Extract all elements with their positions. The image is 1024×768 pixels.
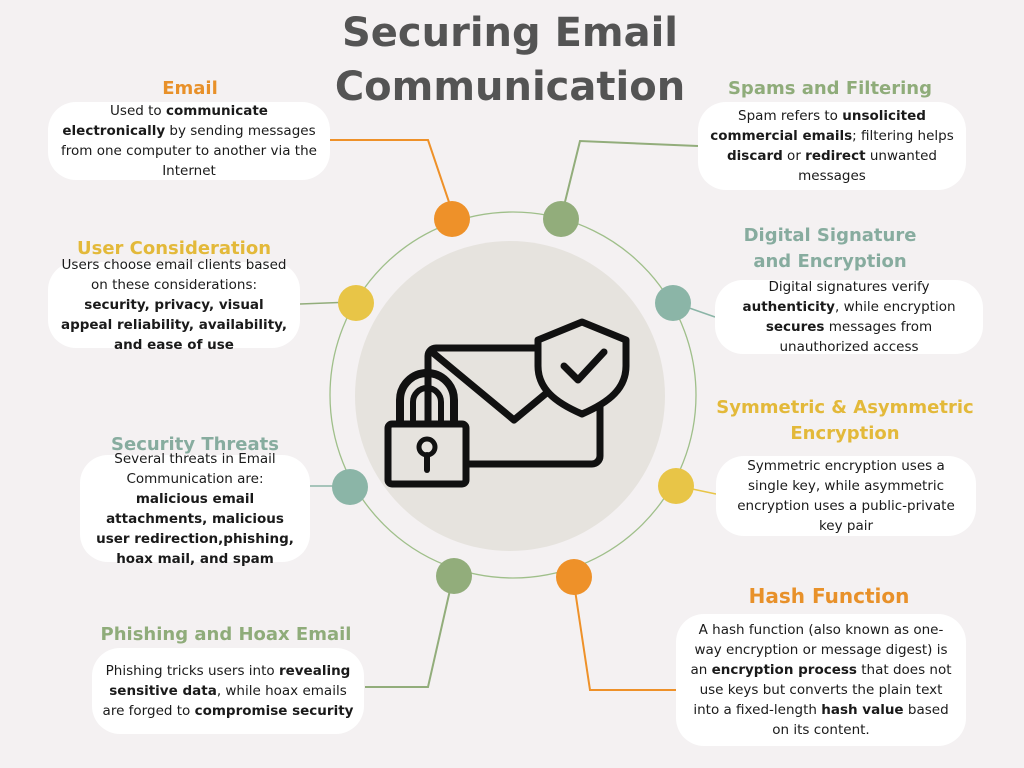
heading-symmetric-line-1: Symmetric & Asymmetric (716, 397, 974, 418)
connector-email (330, 140, 450, 205)
heading-digital-signature (740, 223, 920, 275)
dot-signature (655, 285, 691, 321)
card-text-segment: ; filtering helps (852, 128, 954, 144)
card-security-threats (80, 450, 310, 567)
card-text-segment: Spam refers to (738, 108, 843, 124)
card-text-bold: security, privacy, visual appeal reliability, availability, and ease of use (60, 297, 288, 353)
connector-hash (575, 590, 676, 690)
card-text (90, 449, 300, 569)
heading-spams-filtering: Spams and Filtering (727, 78, 933, 99)
heading-security-threats: Security Threats (111, 434, 279, 455)
card-text-segment: by sending messages from one computer to another via the Internet (61, 123, 317, 179)
card-text (58, 101, 320, 181)
card-text-segment: Several threats in Email Communication are: (114, 450, 276, 487)
card-text-bold: hash value (821, 702, 904, 718)
card-text-bold: compromise security (194, 703, 354, 719)
card-text-bold: encryption process (711, 662, 857, 678)
card-text-bold: revealing sensitive data (109, 663, 351, 699)
card-text-segment: A hash function (also known as one-way encryption or message digest) is an (690, 622, 948, 678)
connector-phishing (365, 590, 450, 687)
card-hash-function (676, 614, 966, 746)
card-text (102, 661, 354, 721)
dot-hash (556, 559, 592, 595)
card-text-bold: malicious email attachments, malicious user redirection,phishing, hoax mail, and spam (96, 490, 294, 567)
page-title (280, 6, 740, 114)
card-text-bold: communicate electronically (62, 103, 268, 139)
card-text-segment: messages from unauthorized access (779, 319, 933, 355)
connector-spam (563, 141, 698, 210)
card-text-segment: that does not use keys but converts the plain text into a fixed-length (693, 662, 952, 718)
card-email (48, 102, 330, 180)
heading-hash-function: Hash Function (748, 584, 910, 608)
card-text-segment: Phishing tricks users into (105, 663, 279, 679)
heading-symmetric-line-2: Encryption (790, 423, 900, 444)
dot-spam (543, 201, 579, 237)
card-text-segment: Used to (110, 103, 166, 119)
dot-phishing (436, 558, 472, 594)
card-symmetric-asymmetric (716, 456, 976, 536)
card-text-bold: authenticity (742, 299, 835, 315)
card-text-bold: unsolicited commercial emails (710, 108, 926, 144)
dot-symmetric (658, 468, 694, 504)
page-title-line-1: Securing Email (341, 10, 678, 56)
card-user-consideration (48, 257, 300, 353)
page-title-line-2: Communication (334, 64, 686, 110)
card-text (725, 277, 973, 357)
heading-user-consideration: User Consideration (76, 238, 272, 259)
card-text (58, 255, 290, 355)
card-text-segment: based on its content. (772, 702, 949, 738)
dot-email (434, 201, 470, 237)
card-text-bold: discard (727, 148, 783, 164)
card-text (708, 106, 956, 186)
card-text-segment: Digital signatures verify (768, 279, 930, 295)
dot-threats (332, 469, 368, 505)
heading-digital-signature-line-1: Digital Signature (743, 225, 917, 246)
padlock-icon (388, 373, 466, 484)
heading-symmetric-asymmetric (712, 395, 978, 447)
card-text-segment: unwanted messages (798, 148, 937, 184)
dot-user (338, 285, 374, 321)
card-text-bold: secures (765, 319, 825, 335)
card-text-segment: , while encryption (835, 299, 956, 315)
card-digital-signature (715, 280, 983, 354)
card-spams-filtering (698, 102, 966, 190)
card-text-bold: redirect (805, 148, 866, 164)
card-text-segment: , while hoax emails are forged to (102, 683, 347, 719)
heading-digital-signature-line-2: and Encryption (753, 251, 907, 272)
heading-phishing-hoax: Phishing and Hoax Email (100, 624, 352, 645)
card-text-segment: or (782, 148, 806, 164)
card-text (726, 456, 966, 536)
heading-email: Email (162, 78, 218, 99)
card-text (686, 620, 956, 740)
card-text-segment: Users choose email clients based on these considerations: (61, 257, 287, 293)
card-text-segment: Symmetric encryption uses a single key, while asymmetric encryption uses a public-private key pair (737, 458, 955, 534)
card-phishing-hoax (92, 648, 364, 734)
